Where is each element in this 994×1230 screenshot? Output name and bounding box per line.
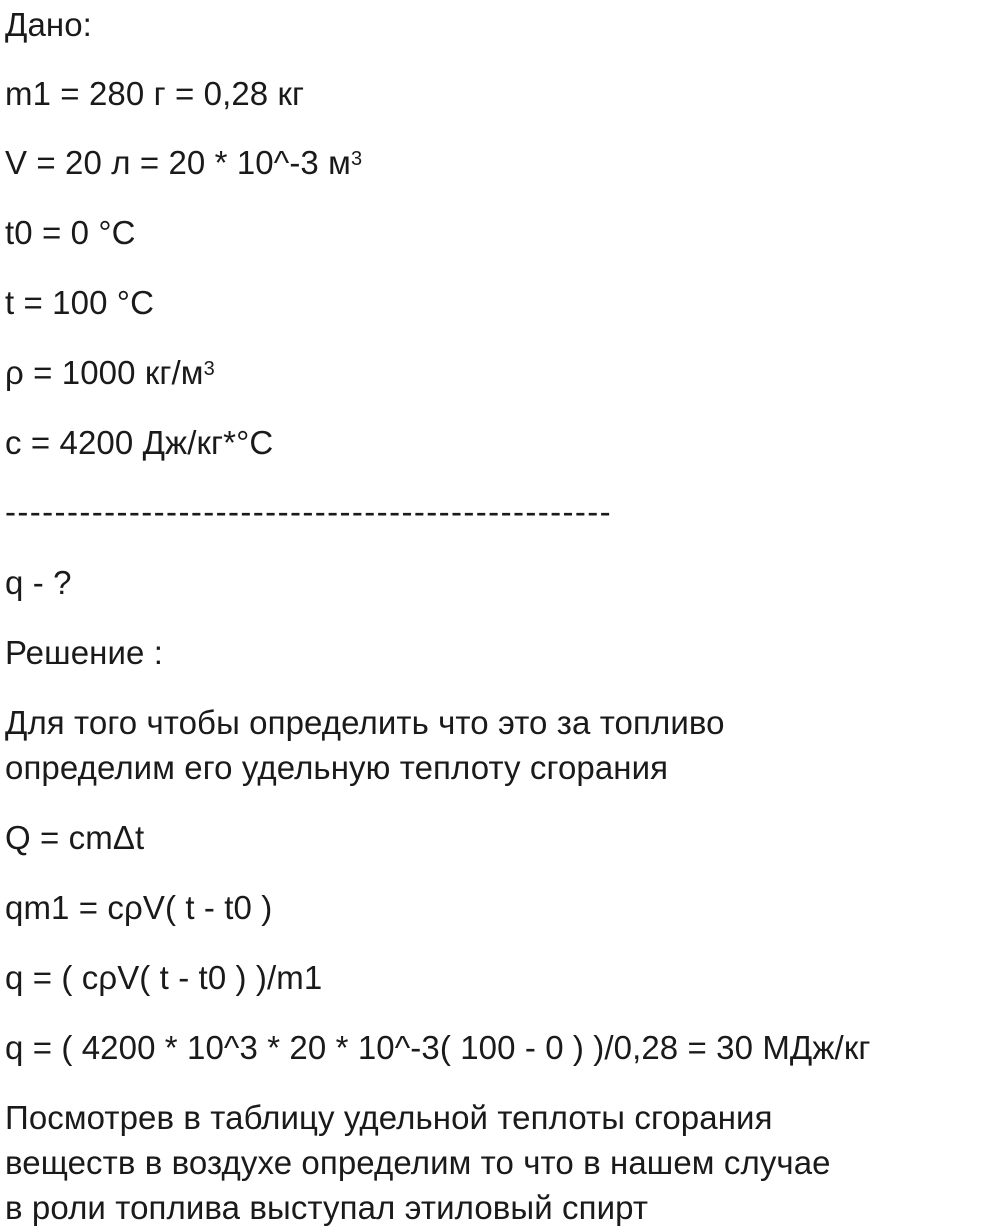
given-volume-exponent: 3 [350, 148, 363, 170]
given-final-temp: t = 100 °C [5, 284, 155, 321]
given-mass: m1 = 280 г = 0,28 кг [5, 75, 305, 112]
given-density-exponent: 3 [203, 358, 215, 380]
conclusion-line-1: Посмотрев в таблицу удельной теплоты сгорания [5, 1099, 773, 1136]
formula-heat: Q = cmΔt [5, 819, 145, 856]
given-volume-text: V = 20 л = 20 * 10^-3 м [5, 144, 351, 181]
formula-balance: qm1 = cρV( t - t0 ) [5, 889, 273, 926]
given-heading: Дано: [5, 6, 92, 43]
solution-intro-line-1: Для того чтобы определить что это за топливо [5, 704, 725, 741]
formula-q-expression: q = ( cρV( t - t0 ) )/m1 [5, 959, 323, 996]
conclusion-line-3: в роли топлива выступал этиловый спирт [5, 1189, 649, 1226]
conclusion-line-2: веществ в воздухе определим то что в нашем случае [5, 1144, 831, 1181]
solution-document [5, 0, 990, 1230]
given-initial-temp: t0 = 0 °C [5, 214, 136, 251]
solution-intro-line-2: определим его удельную теплоту сгорания [5, 749, 669, 786]
given-density-text: ρ = 1000 кг/м [5, 354, 204, 391]
find-statement: q - ? [5, 564, 72, 601]
formula-q-calculation: q = ( 4200 * 10^3 * 20 * 10^-3( 100 - 0 ) )/0,28 = 30 МДж/кг [5, 1029, 871, 1066]
given-volume [5, 144, 362, 182]
given-density [5, 354, 215, 392]
given-specific-heat: c = 4200 Дж/кг*°C [5, 424, 274, 461]
separator-line: ------------------------------------------------- [5, 493, 613, 530]
solution-heading: Решение : [5, 634, 163, 671]
